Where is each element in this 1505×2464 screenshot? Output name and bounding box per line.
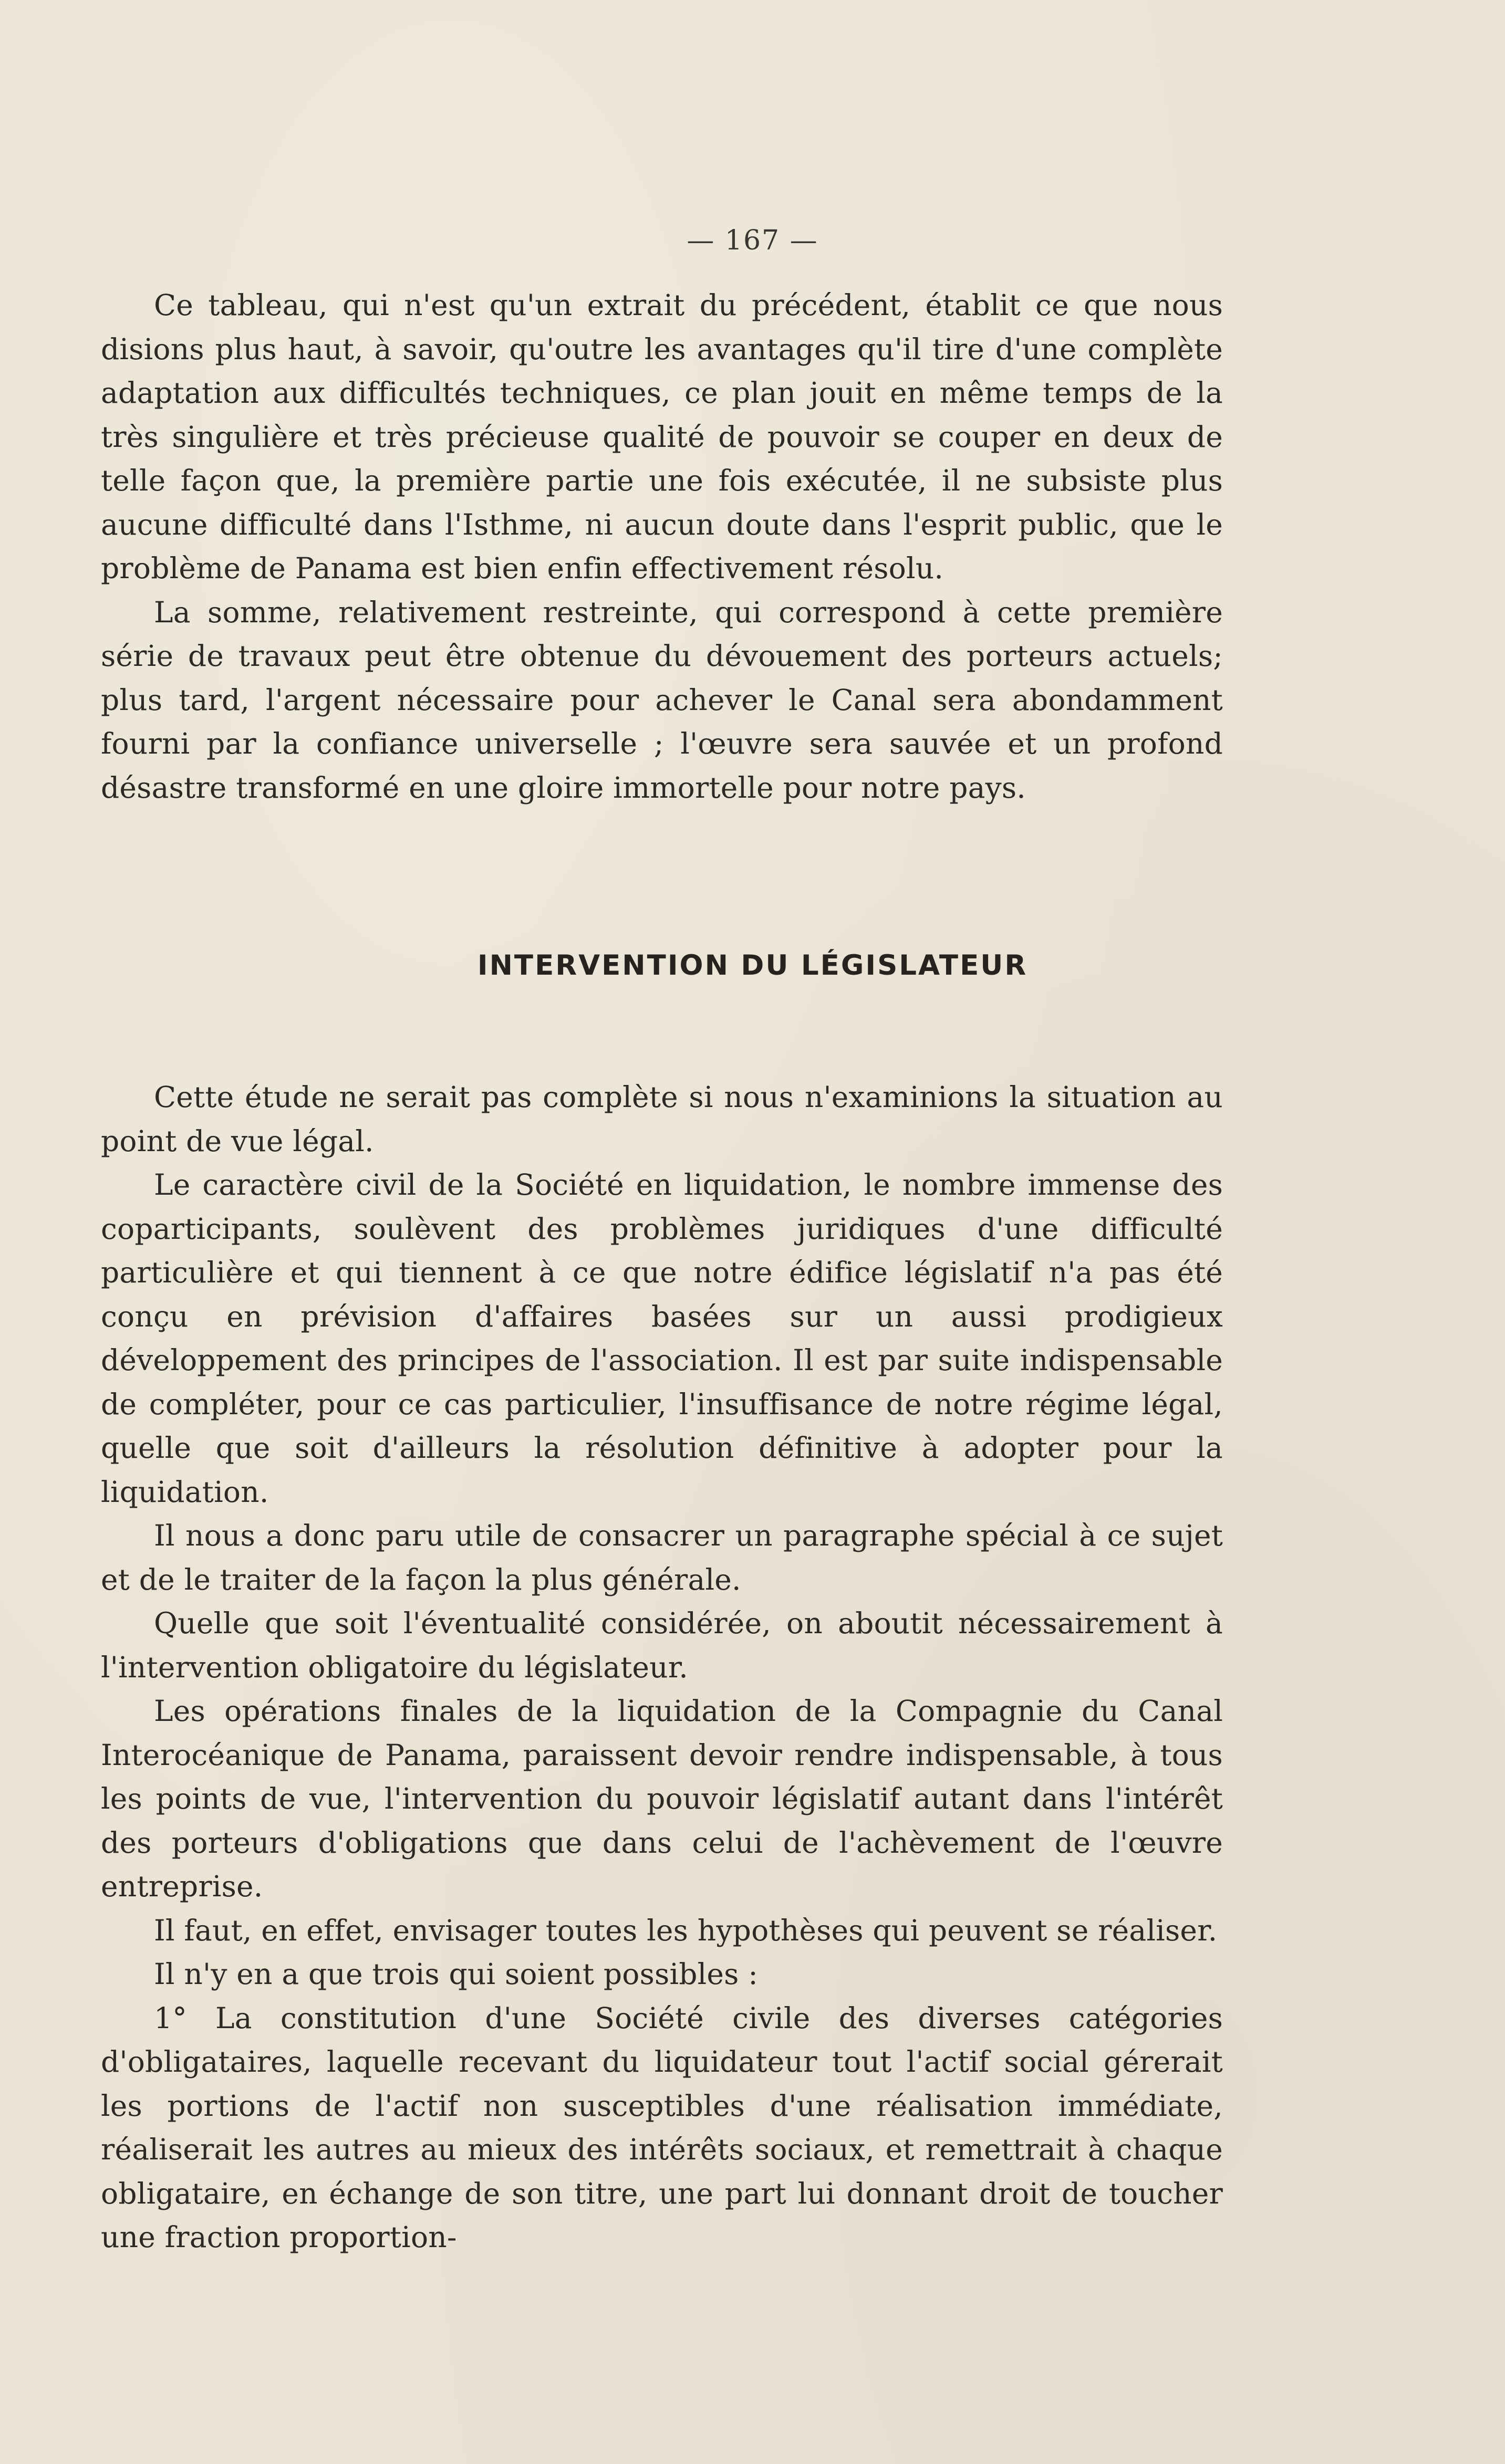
paragraph: Il n'y en a que trois qui soient possibles : (154, 1957, 759, 1991)
section-text-block (101, 1076, 1223, 2260)
page-number: — 167 — (687, 225, 818, 256)
paragraph: Quelle que soit l'éventualité considérée, on aboutit nécessairement à l'intervention obligatoire du législateur. (101, 1606, 1223, 1684)
section-heading: INTERVENTION DU LÉGISLATEUR (477, 949, 1028, 982)
paragraph: Il faut, en effet, envisager toutes les hypothèses qui peuvent se réaliser. (154, 1913, 1218, 1947)
paragraph: Il nous a donc paru utile de consacrer un paragraphe spécial à ce sujet et de le traiter de la façon la plus générale. (101, 1519, 1223, 1596)
paragraph: Ce tableau, qui n'est qu'un extrait du précédent, établit ce que nous disions plus haut, à savoir, qu'outre les avantages qu'il tire d'une complète adaptation aux difficultés techniques, ce plan jouit en même temps de la très singulière et très précieuse qualité de pouvoir se couper en deux de telle façon que, la première partie une fois exécutée, il ne subsiste plus aucune difficulté dans l'Isthme, ni aucun doute dans l'esprit public, que le problème de Panama est bien enfin effectivement résolu. (101, 288, 1223, 585)
paragraph: Les opérations finales de la liquidation de la Compagnie du Canal Interocéanique de Panama, paraissent devoir rendre indispensable, à tous les points de vue, l'intervention du pouvoir législatif autant dans l'intérêt des porteurs d'obligations que dans celui de l'achèvement de l'œuvre entreprise. (101, 1694, 1223, 1903)
paragraph: Cette étude ne serait pas complète si nous n'examinions la situation au point de vue légal. (101, 1080, 1223, 1158)
paragraph: La somme, relativement restreinte, qui correspond à cette première série de travaux peut être obtenue du dévouement des porteurs actuels; plus tard, l'argent nécessaire pour achever le Canal sera abondamment fourni par la confiance universelle ; l'œuvre sera sauvée et un profond désastre transformé en une gloire immortelle pour notre pays. (101, 595, 1223, 805)
paragraph: 1° La constitution d'une Société civile des diverses catégories d'obligataires, laquelle recevant du liquidateur tout l'actif social gérerait les portions de l'actif non susceptibles d'une réalisation immédiate, réaliserait les autres au mieux des intérêts sociaux, et remettrait à chaque obligataire, en échange de son titre, une part lui donnant droit de toucher une fraction proportion- (101, 2001, 1223, 2254)
paragraph: Le caractère civil de la Société en liquidation, le nombre immense des coparticipants, soulèvent des problèmes juridiques d'une difficulté particulière et qui tiennent à ce que notre édifice législatif n'a pas été conçu en prévision d'affaires basées sur un aussi prodigieux développement des principes de l'association. Il est par suite indispensable de compléter, pour ce cas particulier, l'insuffisance de notre régime légal, quelle que soit d'ailleurs la résolution définitive à adopter pour la liquidation. (101, 1168, 1223, 1509)
intro-text-block (101, 284, 1223, 810)
